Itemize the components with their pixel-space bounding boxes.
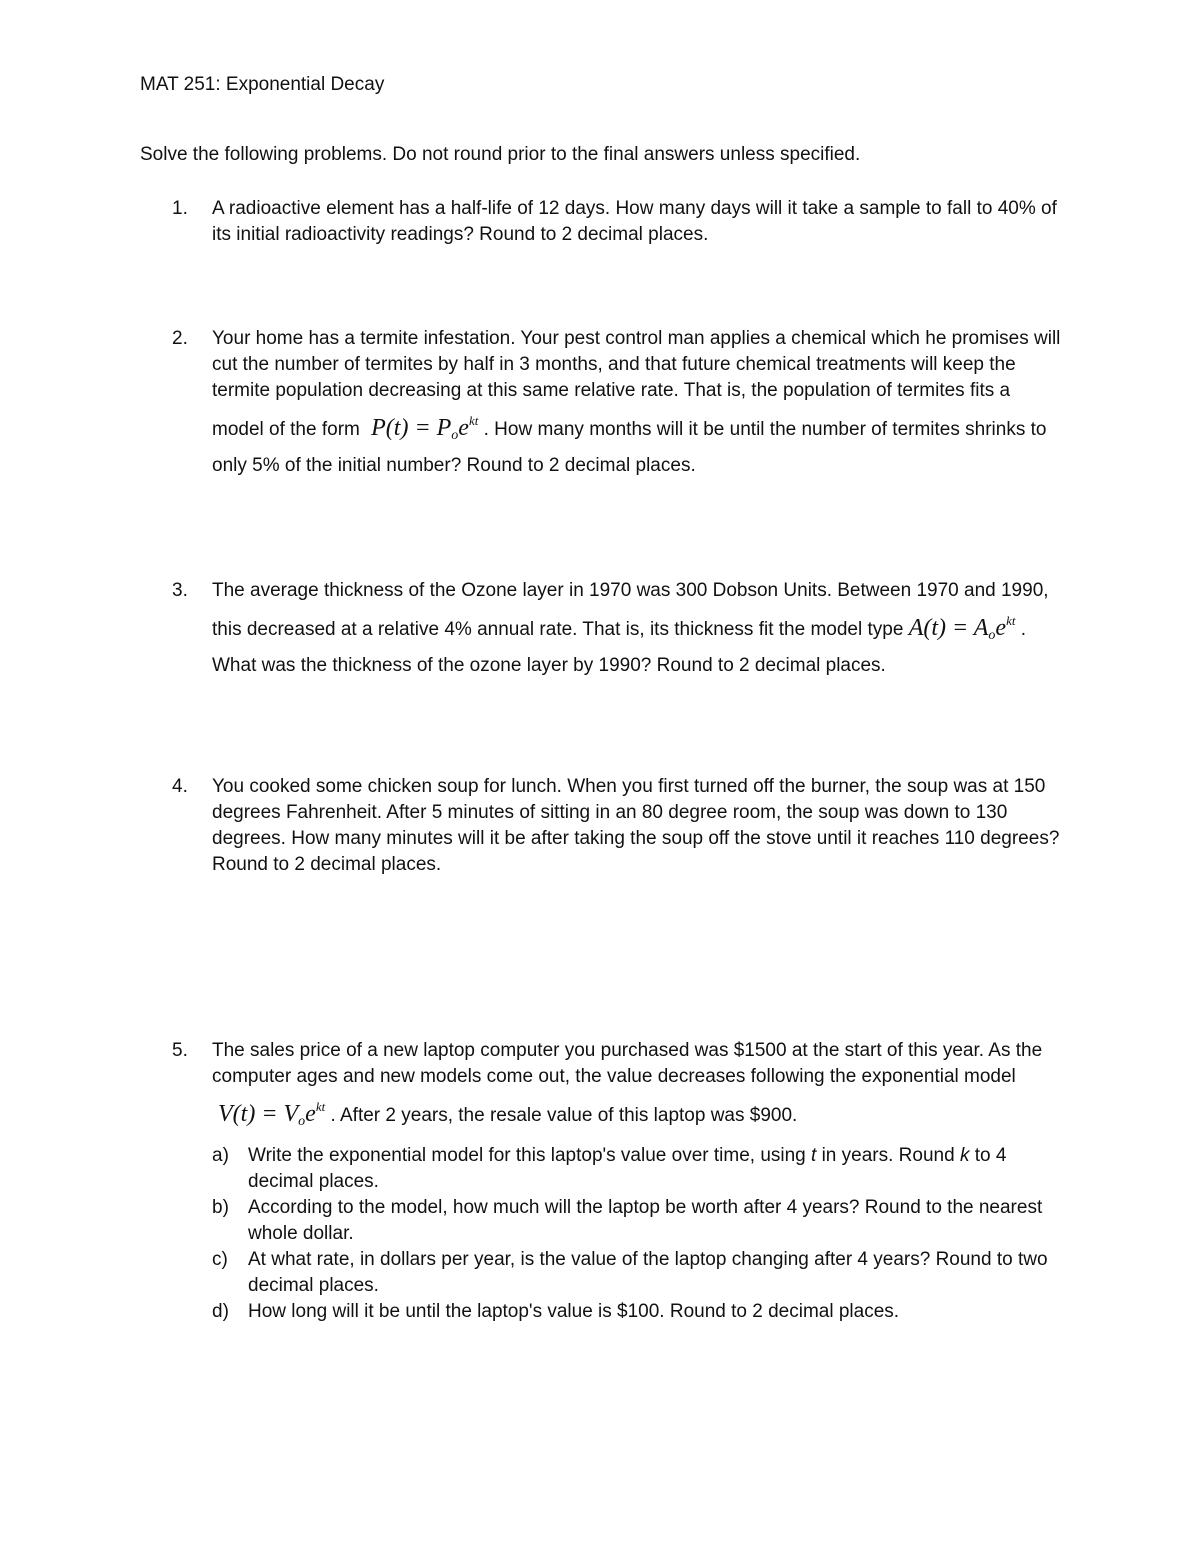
subpart-letter: b) xyxy=(212,1197,229,1218)
problem-number: 3. xyxy=(172,580,188,601)
formula-p xyxy=(365,415,478,441)
subpart-text: Write the exponential model for this laptop's value over time, using xyxy=(248,1145,812,1166)
subpart-text: According to the model, how much will the laptop be worth after 4 years? Round to the nearest whole dollar. xyxy=(248,1197,1043,1244)
formula-base: e xyxy=(305,1101,316,1127)
subpart-letter: c) xyxy=(212,1249,228,1270)
formula-lhs: A(t) = A xyxy=(908,615,989,641)
problem-number: 2. xyxy=(172,328,188,349)
formula-sub: o xyxy=(451,428,459,443)
subpart-a xyxy=(212,1143,1062,1195)
problem-number: 1. xyxy=(172,198,188,219)
problem-text-after: . How many months will it be until the number of termites shrinks to only 5% of the initial number? Round to 2 decimal places. xyxy=(212,419,1047,476)
formula-base: e xyxy=(995,615,1007,641)
problem-number: 5. xyxy=(172,1040,188,1061)
subpart-d xyxy=(212,1299,1062,1325)
subpart-letter: a) xyxy=(212,1145,229,1166)
subpart-c xyxy=(212,1247,1062,1299)
formula-sup: kt xyxy=(1006,613,1016,628)
formula-v xyxy=(212,1101,325,1127)
problem-text: You cooked some chicken soup for lunch. When you first turned off the burner, the soup was at 150 degrees Fahrenheit. After 5 minutes of sitting in an 80 degree room, the soup was down to 130 degrees. How many minutes will it be after taking the soup off the stove until it reaches 110 degrees? Round to 2 decimal places. xyxy=(212,776,1060,875)
problem-body xyxy=(212,1038,1062,1325)
problem-body xyxy=(212,578,1062,679)
formula-sub: o xyxy=(298,1114,306,1129)
subpart-text: How long will it be until the laptop's value is $100. Round to 2 decimal places. xyxy=(248,1301,900,1322)
instructions: Solve the following problems. Do not round prior to the final answers unless specified. xyxy=(140,144,861,165)
page-title: MAT 251: Exponential Decay xyxy=(140,74,385,95)
problem-1 xyxy=(172,196,1062,248)
variable-t: t xyxy=(811,1145,817,1166)
problem-text-after: . What was the thickness of the ozone layer by 1990? Round to 2 decimal places. xyxy=(212,619,1027,676)
problem-body xyxy=(212,326,1062,479)
subpart-text: to 4 decimal places. xyxy=(248,1145,1007,1192)
problem-text-before: The average thickness of the Ozone layer in 1970 was 300 Dobson Units. Between 1970 and 1990, this decreased at a relative 4% annual rate. That is, its thickness fit the model type xyxy=(212,580,1049,640)
formula-base: e xyxy=(458,415,469,441)
problem-text-before: The sales price of a new laptop computer you purchased was $1500 at the start of this year. As the computer ages and new models come out, the value decreases following the exponential model xyxy=(212,1040,1043,1087)
problem-3 xyxy=(172,578,1062,679)
subpart-b xyxy=(212,1195,1062,1247)
variable-k: k xyxy=(959,1145,970,1166)
problem-number: 4. xyxy=(172,776,188,797)
problem-text-after: . After 2 years, the resale value of this laptop was $900. xyxy=(330,1105,798,1126)
problem-4 xyxy=(172,774,1062,878)
problem-text-before: Your home has a termite infestation. Your pest control man applies a chemical which he promises will cut the number of termites by half in 3 months, and that future chemical treatments will keep the termite population decreasing at this same relative rate. That is, the population of termites fits a model of the form xyxy=(212,328,1061,440)
formula-sup: kt xyxy=(315,1099,326,1114)
problem-intro xyxy=(212,1038,1062,1139)
problem-text: A radioactive element has a half-life of 12 days. How many days will it take a sample to fall to 40% of its initial radioactivity readings? Round to 2 decimal places. xyxy=(212,198,1057,245)
formula-sup: kt xyxy=(468,413,479,428)
problem-5 xyxy=(172,1038,1062,1325)
subpart-letter: d) xyxy=(212,1301,229,1322)
formula-sub: o xyxy=(988,628,996,643)
formula-a xyxy=(909,615,1016,641)
problem-2 xyxy=(172,326,1062,479)
subpart-text: At what rate, in dollars per year, is the value of the laptop changing after 4 years? Round to two decimal places. xyxy=(248,1249,1048,1296)
subparts-list xyxy=(212,1143,1062,1325)
formula-lhs: P(t) = P xyxy=(371,415,452,441)
formula-lhs: V(t) = V xyxy=(218,1101,299,1127)
subpart-text: in years. Round xyxy=(816,1145,960,1166)
